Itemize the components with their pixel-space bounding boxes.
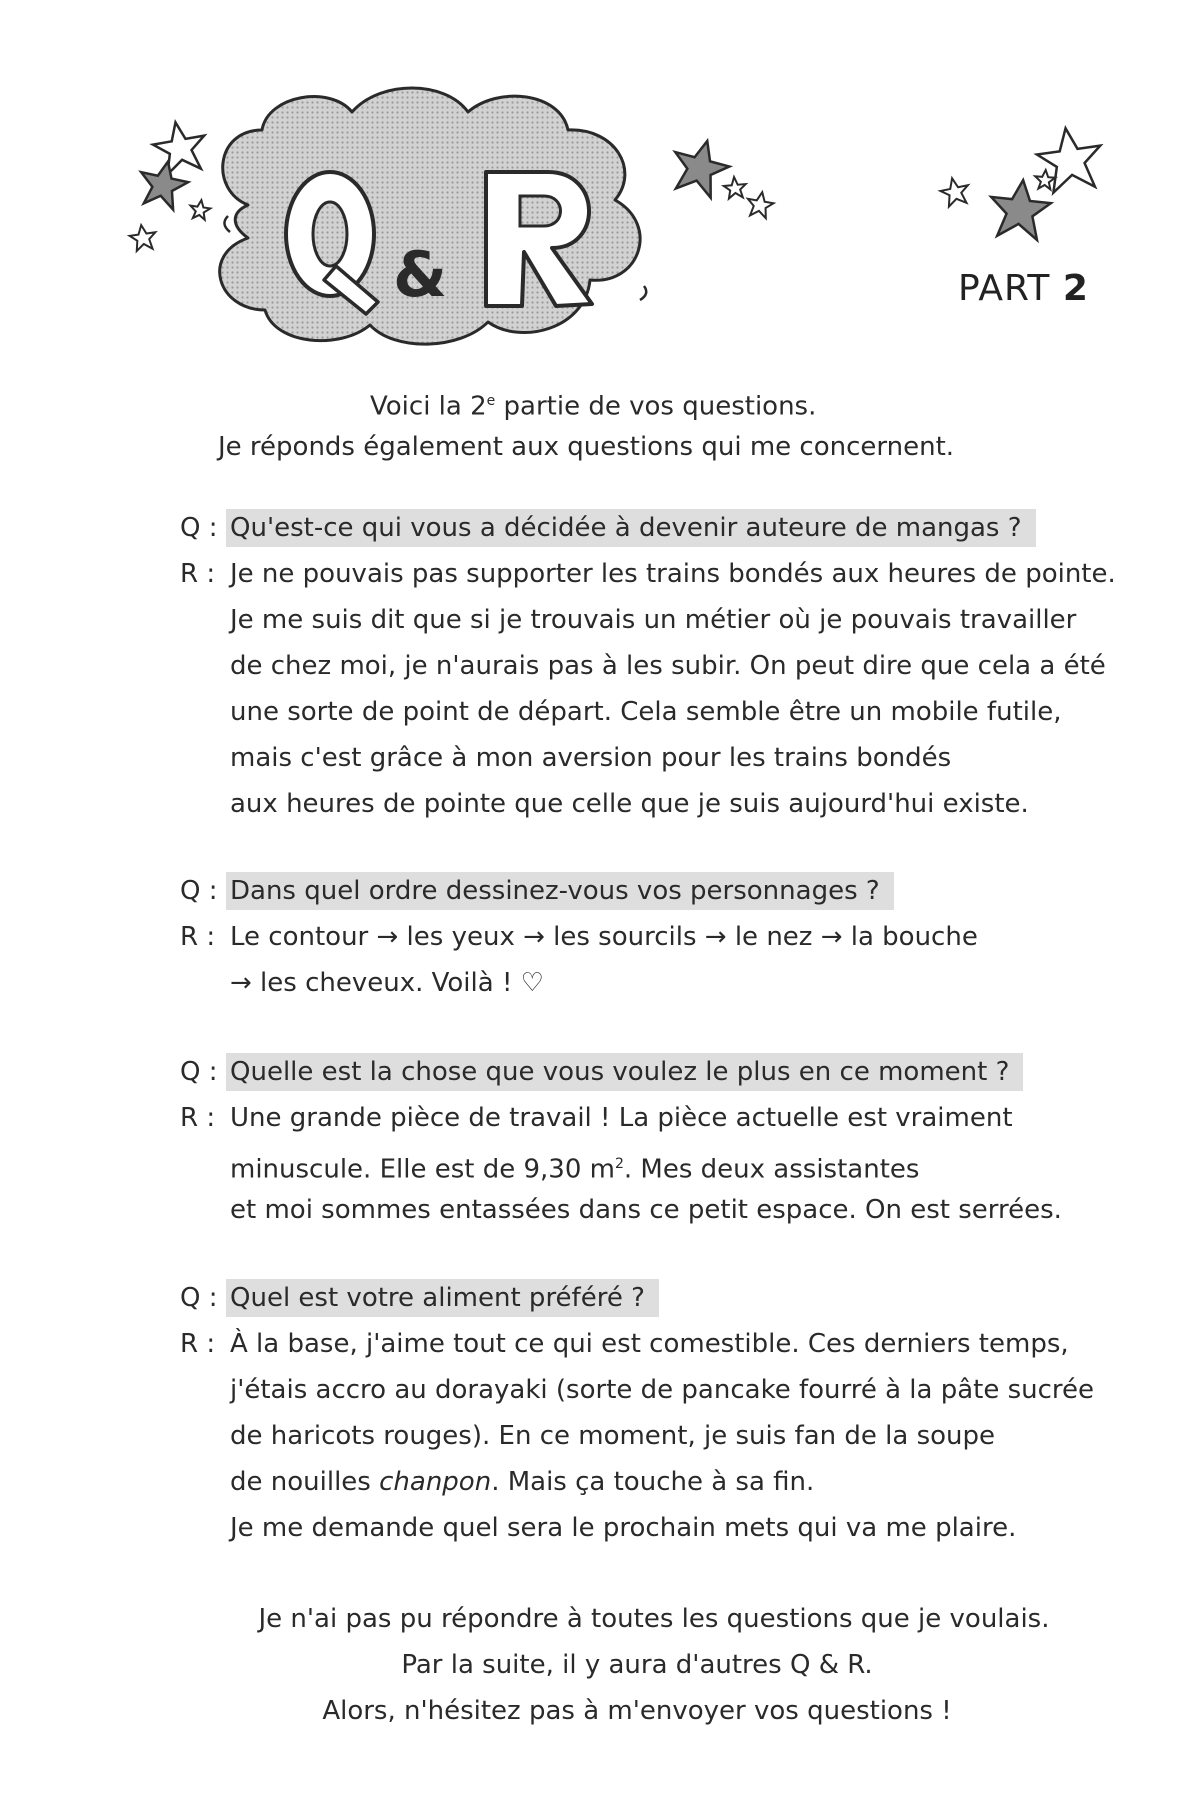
star-icon	[1034, 169, 1055, 189]
star-icon	[128, 223, 157, 251]
q-prefix: Q :	[180, 1057, 218, 1087]
answer-line: j'étais accro au dorayaki (sorte de pancake fourré à la pâte sucrée	[230, 1375, 1095, 1405]
answer-line: et moi sommes entassées dans ce petit espace. On est serrées.	[230, 1195, 1062, 1225]
answer-row	[180, 914, 1140, 960]
part-word: PART	[958, 268, 1051, 309]
star-icon	[938, 175, 971, 207]
answer-text: . Mes deux assistantes	[623, 1154, 920, 1185]
header-art	[0, 0, 1200, 380]
qa-block-4	[180, 1275, 1140, 1551]
star-icon	[666, 134, 734, 201]
answer-row	[180, 551, 1140, 597]
answer-line: Une grande pièce de travail ! La pièce actuelle est vraiment	[230, 1103, 1013, 1133]
answer-line: une sorte de point de départ. Cela semble être un mobile futile,	[230, 697, 1062, 727]
answer-line: de chez moi, je n'aurais pas à les subir. On peut dire que cela a été	[230, 651, 1106, 681]
question-highlight: Qu'est-ce qui vous a décidée à devenir auteure de mangas ?	[226, 509, 1036, 547]
qa-block-3	[180, 1049, 1140, 1233]
closing-line: Je n'ai pas pu répondre à toutes les questions que je voulais.	[258, 1604, 1050, 1634]
answer-row	[180, 1095, 1140, 1141]
star-icon	[723, 176, 747, 199]
qa-block-2	[180, 868, 1140, 1006]
r-prefix: R :	[180, 559, 216, 589]
answer-line	[180, 1141, 1140, 1187]
part-number: 2	[1062, 268, 1089, 309]
question-row	[180, 505, 1140, 551]
answer-line	[180, 1459, 1140, 1505]
answer-line: Je ne pouvais pas supporter les trains bondés aux heures de pointe.	[230, 559, 1116, 589]
intro-line-1	[370, 378, 816, 430]
answer-text: . Mais ça touche à sa fin.	[491, 1467, 815, 1497]
superscript: 2	[614, 1156, 624, 1172]
italic-word: chanpon	[379, 1467, 492, 1497]
qa-block-1	[180, 505, 1140, 827]
question-highlight: Dans quel ordre dessinez-vous vos personnages ?	[226, 872, 894, 910]
closing-line: Par la suite, il y aura d'autres Q & R.	[401, 1650, 873, 1680]
q-prefix: Q :	[180, 513, 218, 543]
title-ampersand: &	[392, 238, 448, 311]
answer-line: À la base, j'aime tout ce qui est comestible. Ces derniers temps,	[230, 1329, 1069, 1359]
intro-line-1-text: Voici la 2	[370, 391, 487, 422]
question-highlight: Quel est votre aliment préféré ?	[226, 1279, 659, 1317]
answer-line: mais c'est grâce à mon aversion pour les trains bondés	[230, 743, 952, 773]
answer-line: Je me demande quel sera le prochain mets qui va me plaire.	[230, 1513, 1017, 1543]
title-r-text	[530, 214, 531, 215]
question-row	[180, 1049, 1140, 1095]
title-q-text	[316, 214, 317, 215]
intro-line-1-rest: partie de vos questions.	[495, 391, 817, 422]
question-row	[180, 868, 1140, 914]
closing-note	[0, 1596, 1200, 1734]
question-highlight: Quelle est la chose que vous voulez le plus en ce moment ?	[226, 1053, 1023, 1091]
answer-text: minuscule. Elle est de 9,30 m	[230, 1154, 615, 1185]
star-icon	[150, 118, 210, 176]
answer-line: de haricots rouges). En ce moment, je suis fan de la soupe	[230, 1421, 995, 1451]
r-prefix: R :	[180, 1103, 216, 1133]
answer-line: Je me suis dit que si je trouvais un métier où je pouvais travailler	[230, 605, 1077, 635]
part-label	[958, 268, 1089, 309]
answer-row	[180, 1321, 1140, 1367]
intro-superscript: e	[486, 393, 496, 409]
star-icon	[135, 157, 192, 212]
q-prefix: Q :	[180, 1283, 218, 1313]
r-prefix: R :	[180, 1329, 216, 1359]
star-icon	[745, 190, 775, 219]
answer-text: de nouilles	[230, 1467, 380, 1497]
answer-line: Le contour → les yeux → les sourcils → le nez → la bouche	[230, 922, 978, 952]
answer-line: → les cheveux. Voilà ! ♡	[230, 968, 544, 998]
r-prefix: R :	[180, 922, 216, 952]
question-row	[180, 1275, 1140, 1321]
closing-line: Alors, n'hésitez pas à m'envoyer vos questions !	[322, 1696, 952, 1726]
q-prefix: Q :	[180, 876, 218, 906]
answer-line: aux heures de pointe que celle que je suis aujourd'hui existe.	[230, 789, 1029, 819]
intro-line-2: Je réponds également aux questions qui me concernent.	[218, 432, 955, 462]
star-icon	[189, 199, 211, 221]
